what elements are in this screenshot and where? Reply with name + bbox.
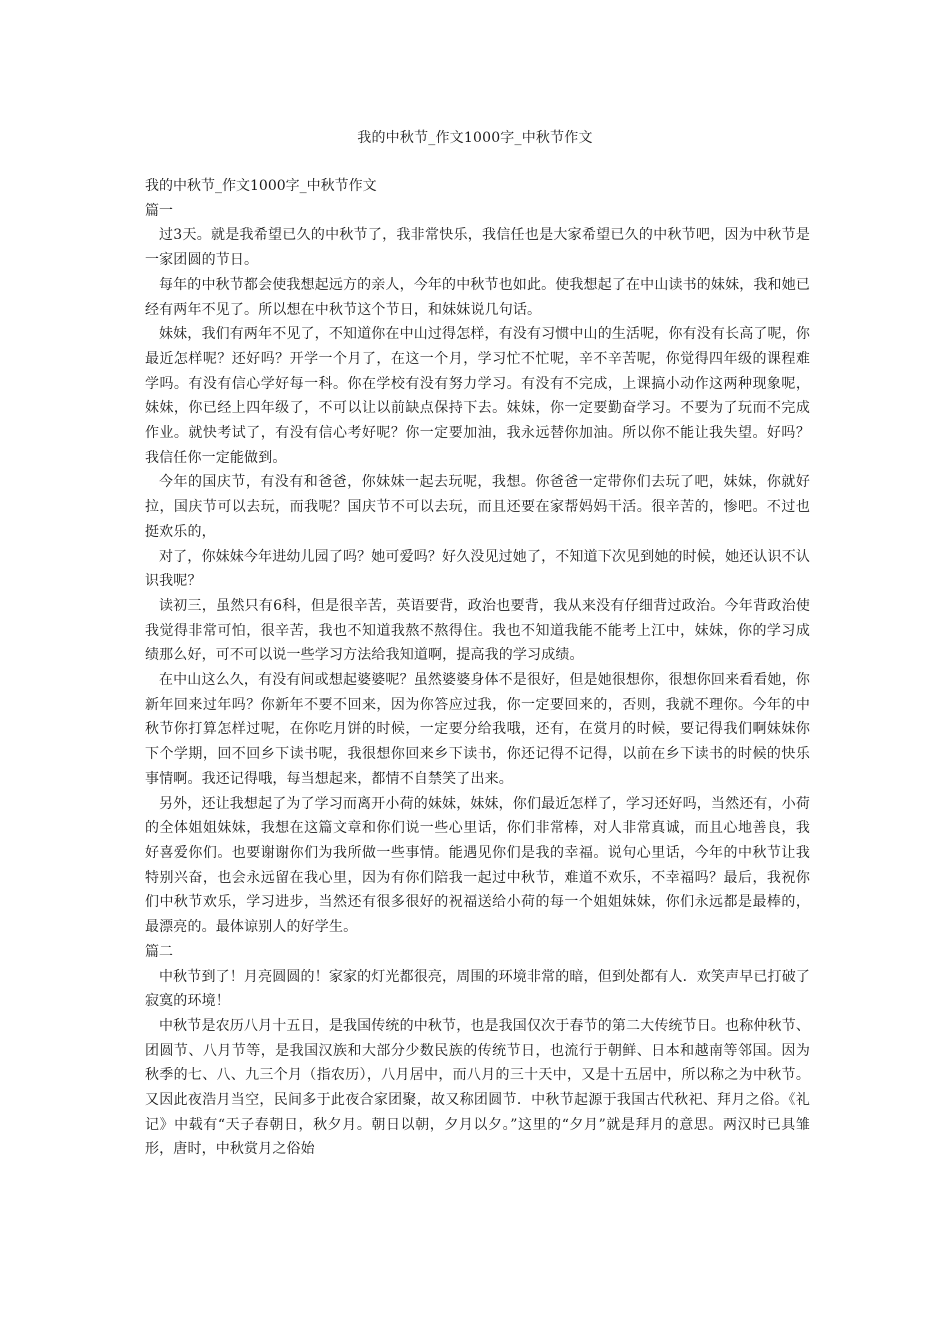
paragraph: 每年的中秋节都会使我想起远方的亲人，今年的中秋节也如此。使我想起了在中山读书的妹妹，我和她已经有两年不见了。所以想在中秋节这个节日，和妹妹说几句话。 [145,276,810,318]
paragraph: 对了，你妹妹今年进幼儿园了吗？她可爱吗？好久没见过她了，不知道下次见到她的时候，她还认识不认识我呢？ [145,548,810,590]
paragraph: 妹妹，我们有两年不见了，不知道你在中山过得怎样，有没有习惯中山的生活呢，你有没有长高了呢，你最近怎样呢？还好吗？开学一个月了，在这一个月，学习忙不忙呢，辛不辛苦呢，你觉得四年级的课程难学吗。有没有信心学好每一科。你在学校有没有努力学习。有没有不完成，上课搞小动作这两种现象呢，妹妹，你已经上四年级了，不可以让以前缺点保持下去。妹妹，你一定要勤奋学习。不要为了玩而不完成作业。就快考试了，有没有信心考好呢？你一定要加油，我永远替你加油。所以你不能让我失望。好吗？我信任你一定能做到。 [145,326,810,466]
paragraph: 过3天。就是我希望已久的中秋节了，我非常快乐，我信任也是大家希望已久的中秋节吧，因为中秋节是一家团圆的节日。 [145,227,810,269]
section-label-2: 篇二 [145,943,173,960]
paragraph: 中秋节到了！月亮圆圆的！家家的灯光都很亮，周围的环境非常的暗，但到处都有人．欢笑声早已打破了寂寞的环境！ [145,968,810,1010]
document-subtitle: 我的中秋节_作文1000字_中秋节作文 [145,178,377,194]
paragraph: 中秋节是农历八月十五日，是我国传统的中秋节，也是我国仅次于春节的第二大传统节日。也称仲秋节、团圆节、八月节等，是我国汉族和大部分少数民族的传统节日，也流行于朝鲜、日本和越南等邻国。因为秋季的七、八、九三个月（指农历），八月居中，而八月的三十天中，又是十五居中，所以称之为中秋节。又因此夜浩月当空，民间多于此夜合家团聚，故又称团圆节．中秋节起源于我国古代秋祀、拜月之俗。《礼记》中载有“天子春朝日，秋夕月。朝日以朝，夕月以夕。”这里的“夕月”就是拜月的意思。两汉时已具雏形，唐时，中秋赏月之俗始 [145,1017,810,1158]
page-title: 我的中秋节_作文1000字_中秋节作文 [357,130,593,146]
section-label-1: 篇一 [145,202,173,219]
paragraph: 在中山这么久，有没有间或想起婆婆呢？虽然婆婆身体不是很好，但是她很想你，很想你回来看看她，你新年回来过年吗？你新年不要不回来，因为你答应过我，你一定要回来的，否则，我就不理你。今年的中秋节你打算怎样过呢，在你吃月饼的时候，一定要分给我哦，还有，在赏月的时候，要记得我们啊妹妹你下个学期，回不回乡下读书呢，我很想你回来乡下读书，你还记得不记得，以前在乡下读书的时候的快乐事情啊。我还记得哦，每当想起来，都情不自禁笑了出来。 [145,672,810,787]
paragraph: 另外，还让我想起了为了学习而离开小荷的妹妹，妹妹，你们最近怎样了，学习还好吗，当然还有，小荷的全体姐姐妹妹，我想在这篇文章和你们说一些心里话，你们非常棒，对人非常真诚，而且心地善良，我好喜爱你们。也要谢谢你们为我所做一些事情。能遇见你们是我的幸福。说句心里话，今年的中秋节让我特别兴奋，也会永远留在我心里，因为有你们陪我一起过中秋节，难道不欢乐，不幸福吗？最后，我祝你们中秋节欢乐，学习进步，当然还有很多很好的祝福送给小荷的每一个姐姐妹妹，你们永远都是最棒的，最漂亮的。最体谅别人的好学生。 [145,795,810,936]
document-body [145,174,810,1162]
paragraph: 读初三，虽然只有6科，但是很辛苦，英语要背，政治也要背，我从来没有仔细背过政治。今年背政治使我觉得非常可怕，很辛苦，我也不知道我熬不熬得住。我也不知道我能不能考上江中，妹妹，你的学习成绩那么好，可不可以说一些学习方法给我知道啊，提高我的学习成绩。 [145,597,810,664]
paragraph: 今年的国庆节，有没有和爸爸，你妹妹一起去玩呢，我想。你爸爸一定带你们去玩了吧，妹妹，你就好拉，国庆节可以去玩，而我呢？国庆节不可以去玩，而且还要在家帮妈妈干活。很辛苦的，惨吧。不过也挺欢乐的， [145,474,810,540]
